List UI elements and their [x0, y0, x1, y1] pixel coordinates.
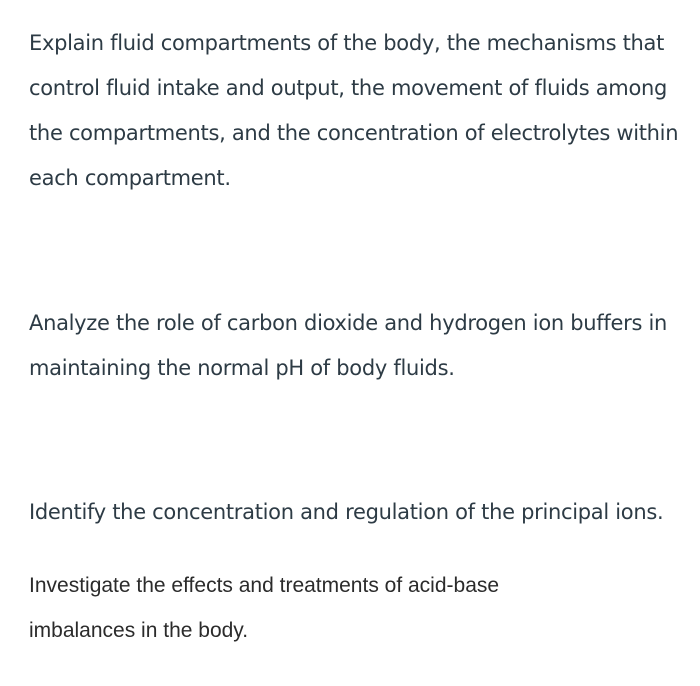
paragraph-fluid-compartments	[29, 21, 678, 201]
paragraph-line: Identify the concentration and regulation of the principal ions.	[29, 500, 664, 524]
paragraph-line: Analyze the role of carbon dioxide and hydrogen ion buffers in	[29, 311, 668, 335]
paragraph-line: the compartments, and the concentration of electrolytes within	[29, 121, 679, 145]
paragraph-line: imbalances in the body.	[29, 619, 249, 642]
paragraph-line: Explain fluid compartments of the body, the mechanisms that	[29, 31, 665, 55]
paragraph-line: Investigate the effects and treatments of acid-base	[29, 574, 500, 597]
paragraph-line: each compartment.	[29, 166, 231, 190]
paragraph-line: maintaining the normal pH of body fluids.	[29, 356, 455, 380]
paragraph-ph-buffers	[29, 301, 667, 391]
paragraph-line: control fluid intake and output, the movement of fluids among	[29, 76, 668, 100]
paragraph-principal-ions	[29, 490, 663, 535]
paragraph-acid-base	[29, 563, 499, 653]
